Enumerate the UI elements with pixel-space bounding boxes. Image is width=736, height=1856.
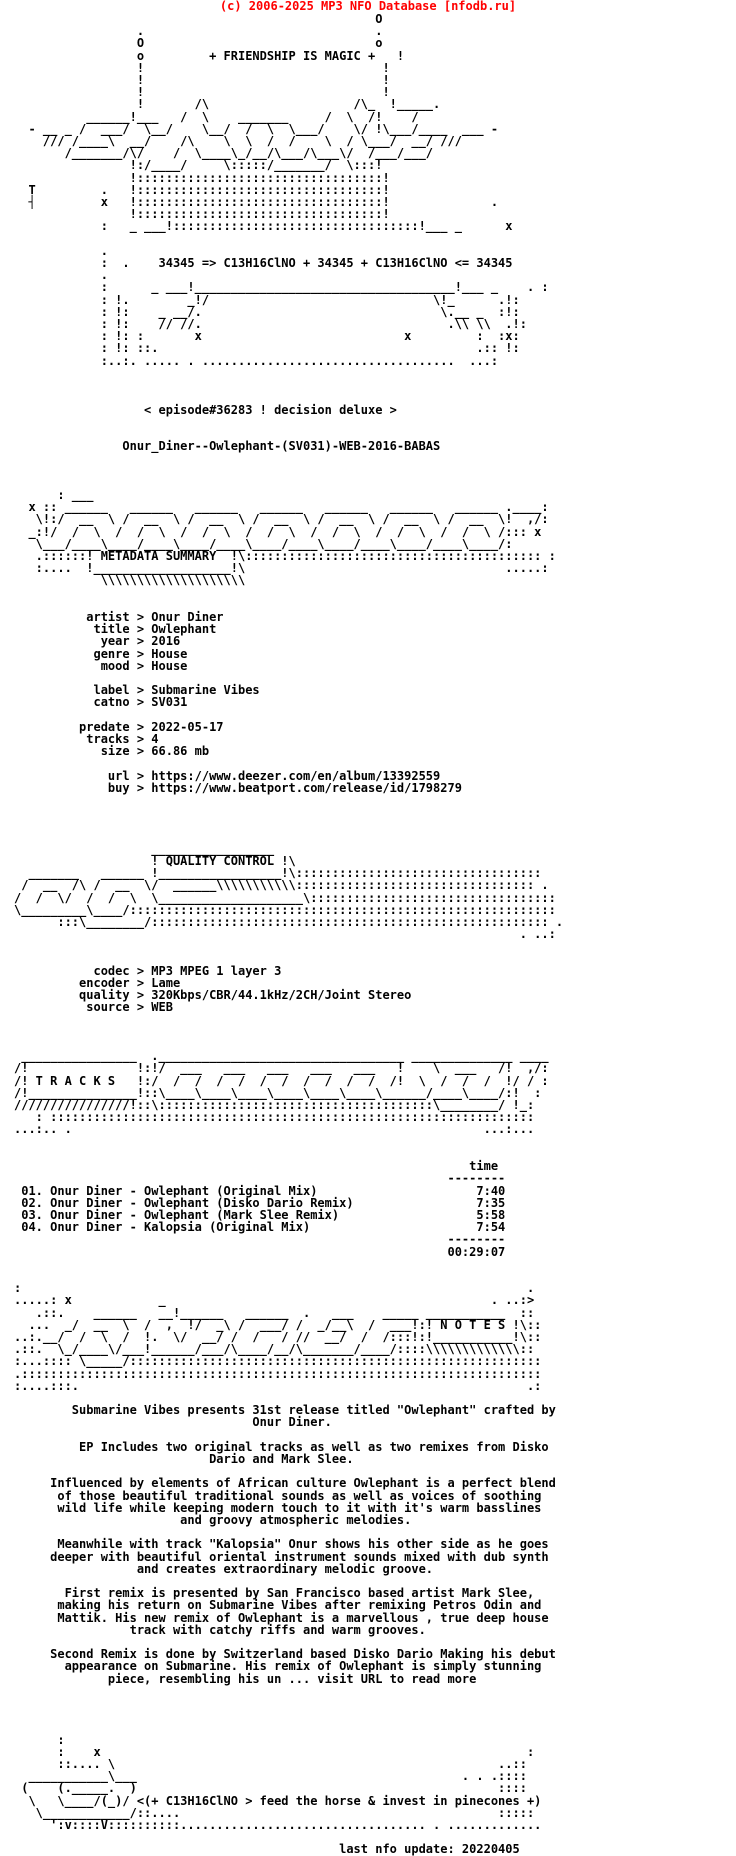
- nfo-text-block: O . . O o o + FRIENDSHIP IS MAGIC + ! ! ! ! ! ! ! ! /\ /\_ !_____. ______!___ / \ _______ / \ /! / - __ _ / ___/ \__/ \__/ / \ \___/ \/ !\___/____ ___ - /// /____\ __/ /\ \ \ / / \ / \___/ __/ /// /_______/\/ / \____\_/__/\___/\___\/ /___/___/ !:/____/ \:::::/_______/ \:::! !::::::::::::::::::::::::::::::::::! T . !::::::::::::::::::::::::::::::::::! ┤ x !::::::::::::::::::::::::::::::::::! . !::::::::::::::::::::::::::::::::::! : _ ___!::::::::::::::::::::::::::::::::::!___ _ x . : . 34345 => C13H16ClNO + 34345 + C13H16ClNO <= 34345 . : _ ___!____________________________________!___ _ . : : !. _!/ \!_ .!: : !: _ __/. \.__ _ :!: : !: // //. .\\ \\ .!: : !: : x x : :x: : !: ::. .:: !: :..:. ..... . ................................... ...: < episode#36283 ! decision deluxe > Onur_Diner--Owlephant-(SV031)-WEB-2016-BABAS : ___ x :: ______ ______ ______ ______ ______ ______ ______ .____: \!:/ __ \ / __ \ / __ \ / __ \ / __ \ / __ \ / __ \! ,/: _:!/ / \ / / \ / / \ / / \ / / \ / / \ / / \ /::: x \___/____\____/____\____/____\____/____\____/____\____/____\____/: .::::::! METADATA SUMMARY !\::::::::::::::::::::::::::::::::::::::::: : :.... !___________________!\ .....: \\\\\\\\\\\\\\\\\\\\ artist > Onur Diner title > Owlephant year > 2016 genre > House mood > House label > Submarine Vibes catno > SV031 predate > 2022-05-17 tracks > 4 size > 66.86 mb url > https://www.deezer.com/en/album/13392559 buy > https://www.beatport.com/release/id/1798279 _________________ ! QUALITY CONTROL !\ _______ ______ !_________________!\:::::::::::::::::::::::::::::::::: / __ /\ / __ \/ ______\\\\\\\\\\\::::::::::::::::::::::::::::::::: . / / \/ / / \ \____________________\:::::::::::::::::::::::::::::::::: \_________\____/::::::::::::::::::::::::::::::::::::::::::::::::::::::::::: :::\________/::::::::::::::::::::::::::::::::::::::::::::::::::::::: . . ..: codec > MP3 MPEG 1 layer 3 encoder > Lame quality > 320Kbps/CBR/44.1kHz/2CH/Joint Stereo source > WEB ________________ .__________________________________ ______________ ____ /! !:!/ ___ ___ ___ ___ ___ ! \ ___ /! ,/: /! T R A C K S !:/ / / / / / / / / / / /! \ / / / !/ / : /!_______________!::\____\____\____\____\____\____\______/____\____/:! : ////////////////!::\::::::::::::::::::::::::::::::::::::::\________/ !_: : ::::::::::::::::::::::::::::::::::::::::::::::::::::::::::::::::::: ...:.. . ...:... time -------- 01. Onur Diner - Owlephant (Original Mix) 7:40 02. Onur Diner - Owlephant (Disko Dario Remix) 7:35 03. Onur Diner - Owlephant (Mark Slee Remix) 5:58 04. Onur Diner - Kalopsia (Original Mix) 7:54 -------- 00:29:07 : . .....: x _ . ..:> .::. ______ __!______ ______ . ___ _____ ___________ :: ... _/ __ \ / , !/ _\ / ___/ / _/__\ / ___!:! N O T E S !\:: ..:.__/ / \ / !. \/ __/ / / / // __/ / /:::!:!___________!\:: .::. \_/____\/___!______/___/\____/__/\_______/____/::::\\\\\\\\\\\\\:: :...:::: \_____/::::::::::::::::::::::::::::::::::::::::::::::::::::::::: .:::::::::::::::::::::::::::::::::::::::::::::::::::::::::::::::::::::::: :....:::. .: Submarine Vibes presents 31st release titled "Owlephant" crafted by Onur Diner. EP Includes two original tracks as well as two remixes from Disko Dario and Mark Slee. Influenced by elements of African culture Owlephant is a perfect blend of those beautiful traditional sounds as well as voices of soothing wild life while keeping modern touch to it with it's warm basslines and groovy atmospheric melodies. Meanwhile with track "Kalopsia" Onur shows his other side as he goes deeper with beautiful oriental instrument sounds mixed with dub synth and creates extraordinary melodic groove. First remix is presented by San Francisco based artist Mark Slee, making his return on Submarine Vibes after remixing Petros Odin and Mattik. His new remix of Owlephant is a marvellous , true deep house track with catchy riffs and warm grooves. Second Remix is done by Switzerland based Disko Dario Making his debut appearance on Submarine. His remix of Owlephant is simply stunning piece, resembling his un ... visit URL to read more : : x : ::.... \ ..:: ___________\___ . . .:::: ( (._____. ) :::: \ \____/(_)/ <(+ C13H16ClNO > feed the horse & invest in pinecones +) \____________/::.... ::::: ':v::::V::::::::::.................................. . ............. last nfo update: 20220405: [14, 12, 564, 1856]
- nfodb-banner: (c) 2006-2025 MP3 NFO Database [nfodb.ru]: [219, 0, 517, 13]
